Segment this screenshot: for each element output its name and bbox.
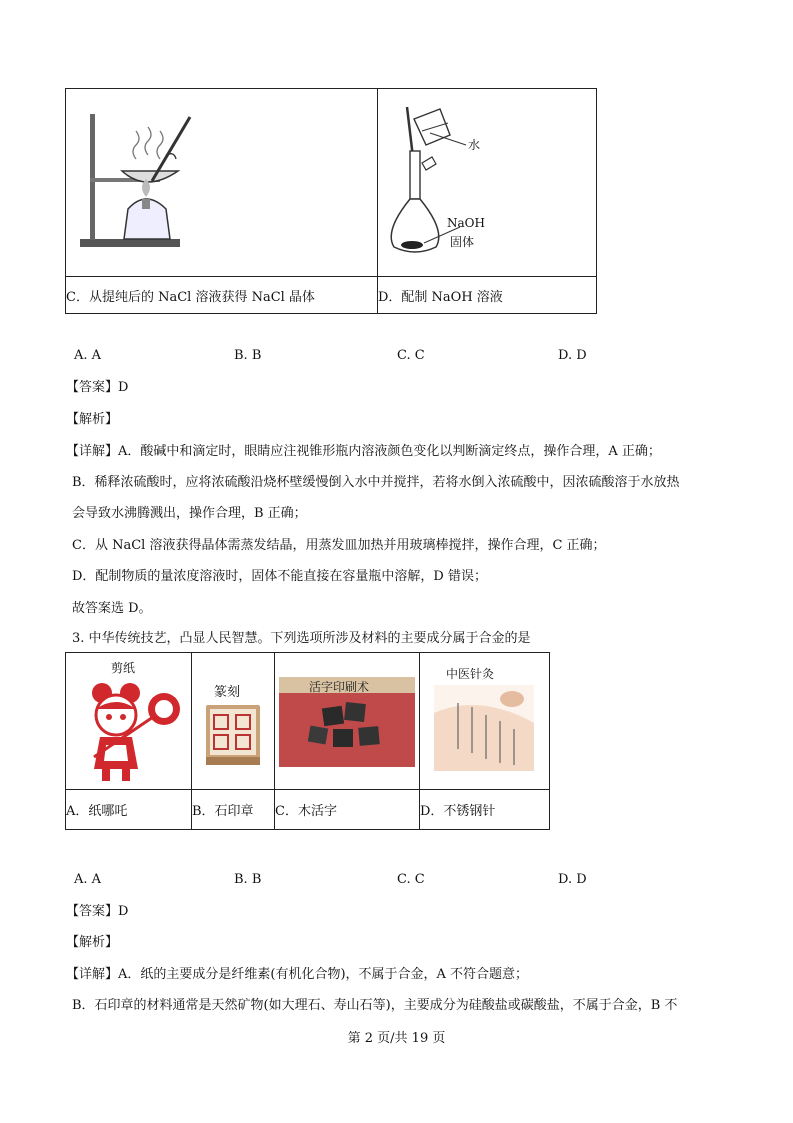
q3-choice-c: C. C [397, 872, 425, 887]
image-b-title: 篆刻 [214, 685, 241, 700]
image-c-title: 活字印刷术 [309, 680, 370, 694]
q3-option-b-image-cell [192, 653, 275, 790]
q2-choice-c: C. C [397, 348, 425, 363]
q2-conclusion: 故答案选 D。 [72, 601, 152, 616]
page-footer: 第 2 页/共 19 页 [347, 1031, 446, 1046]
q2-detail-line: D．配制物质的量浓度溶液时，固体不能直接在容量瓶中溶解，D 错误； [72, 569, 487, 584]
q2-option-c-caption: C．从提纯后的 NaCl 溶液获得 NaCl 晶体 [66, 277, 378, 314]
q3-detail-line: B．石印章的材料通常是天然矿物(如大理石、寿山石等)，主要成分为硅酸盐或碳酸盐，不属于合金，B 不 [72, 998, 678, 1013]
label-solid: 固体 [450, 235, 475, 249]
evaporation-apparatus-image [66, 89, 377, 272]
q2-options-table [65, 88, 597, 314]
movable-type-image [275, 653, 419, 789]
label-water: 水 [468, 138, 481, 152]
paper-cut-nezha-image [66, 653, 191, 789]
image-a-title: 剪纸 [111, 661, 136, 675]
q3-option-a-image-cell [66, 653, 192, 790]
q2-detail-line: 会导致水沸腾溅出，操作合理，B 正确； [72, 506, 307, 521]
q3-option-d-image-cell [420, 653, 550, 790]
q3-stem: 3. 中华传统技艺，凸显人民智慧。下列选项所涉及材料的主要成分属于合金的是 [72, 631, 531, 646]
q3-choice-b: B. B [234, 872, 262, 887]
q2-choice-b: B. B [234, 348, 262, 363]
volumetric-flask-image [378, 91, 596, 274]
stone-seal-image [192, 653, 274, 789]
q2-choice-a: A. A [74, 348, 102, 363]
q2-option-c-image-cell [66, 89, 378, 277]
q2-option-d-image-cell [378, 89, 597, 277]
q3-choice-d: D. D [558, 872, 587, 887]
q3-analysis-heading: 【解析】 [66, 935, 119, 950]
q2-detail-line: 【详解】A．酸碱中和滴定时，眼睛应注视锥形瓶内溶液颜色变化以判断滴定终点，操作合理，A 正确； [66, 444, 661, 459]
label-naoh: NaOH [447, 216, 485, 230]
q3-option-c-image-cell [275, 653, 420, 790]
acupuncture-needles-image [420, 653, 549, 789]
q3-choice-a: A. A [74, 872, 102, 887]
q3-option-b-caption: B．石印章 [192, 790, 275, 830]
q2-answer: 【答案】D [66, 380, 129, 395]
q3-option-d-caption: D．不锈钢针 [420, 790, 550, 830]
q2-detail-line: C．从 NaCl 溶液获得晶体需蒸发结晶，用蒸发皿加热并用玻璃棒搅拌，操作合理，C 正确； [72, 538, 606, 553]
q2-analysis-heading: 【解析】 [66, 412, 119, 427]
q2-option-d-caption: D．配制 NaOH 溶液 [378, 277, 597, 314]
q3-option-a-caption: A．纸哪吒 [66, 790, 192, 830]
q3-detail-line: 【详解】A．纸的主要成分是纤维素(有机化合物)，不属于合金，A 不符合题意； [66, 967, 529, 982]
q2-choice-d: D. D [558, 348, 587, 363]
q3-options-table [65, 652, 550, 830]
q2-detail-line: B．稀释浓硫酸时，应将浓硫酸沿烧杯壁缓慢倒入水中并搅拌，若将水倒入浓硫酸中，因浓硫酸溶于水放热 [72, 475, 680, 490]
q3-option-c-caption: C．木活字 [275, 790, 420, 830]
q3-answer: 【答案】D [66, 904, 129, 919]
image-d-title: 中医针灸 [446, 667, 495, 681]
